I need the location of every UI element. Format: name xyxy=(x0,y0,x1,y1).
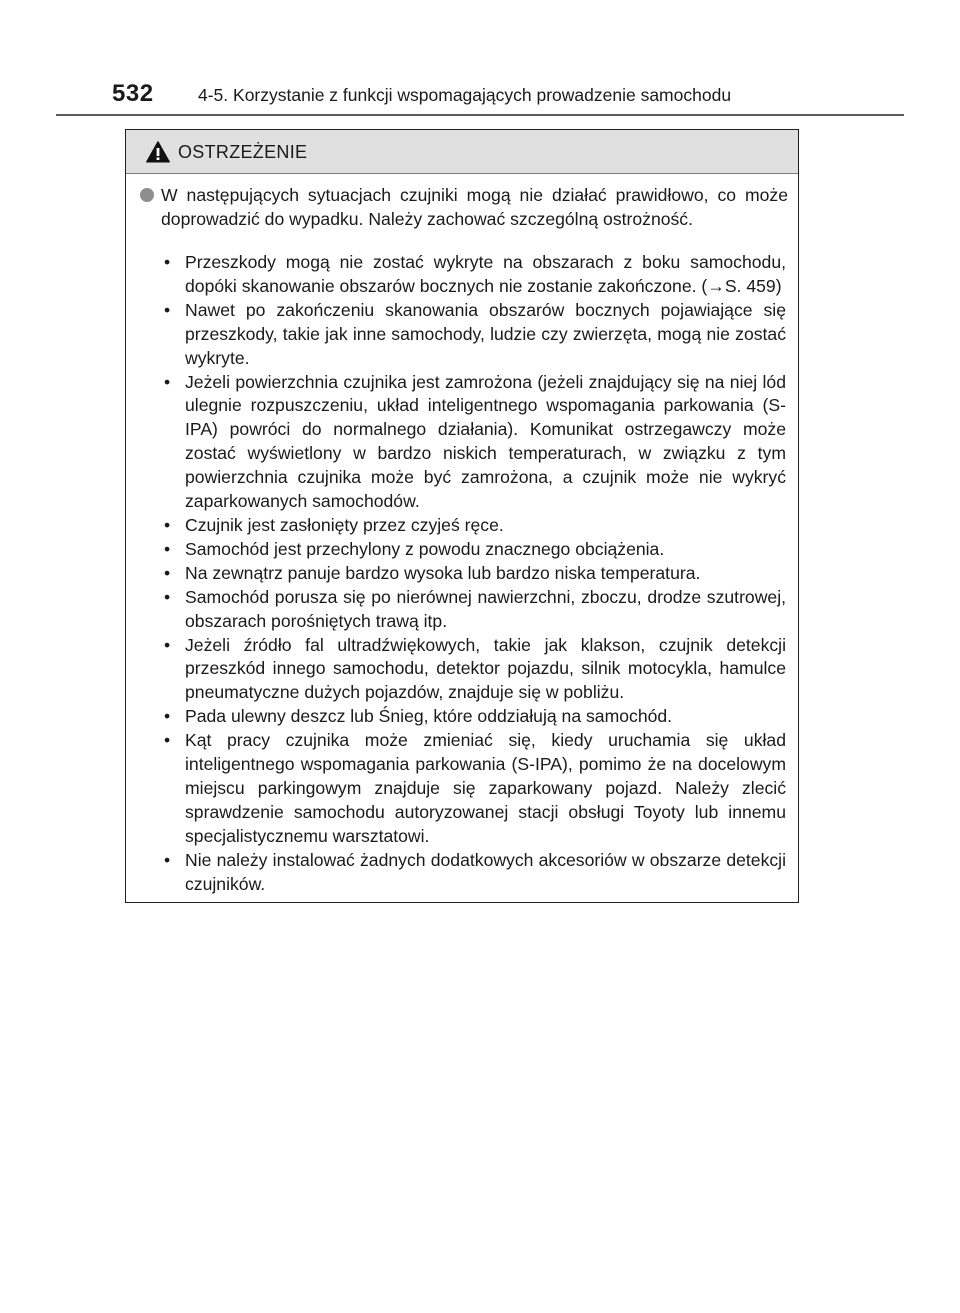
list-item: • Przeszkody mogą nie zostać wykryte na obszarach z boku samochodu, dopóki skanowanie obszarów bocznych nie zostanie zakończone. (→S. 459) xyxy=(160,251,786,299)
circle-bullet-icon xyxy=(140,188,154,202)
list-item: • Czujnik jest zasłonięty przez czyjeś ręce. xyxy=(160,514,786,538)
warning-title: OSTRZEŻENIE xyxy=(178,142,308,162)
warning-header xyxy=(126,130,798,174)
list-item: • Samochód porusza się po nierównej nawierzchni, zboczu, drodze szutrowej, obszarach porośniętych trawą itp. xyxy=(160,586,786,634)
list-item: • Kąt pracy czujnika może zmieniać się, kiedy uruchamia się układ inteligentnego wspomagania parkowania (S-IPA), pomimo że na docelowym miejscu parkingowym znajduje się zaparkowany pojazd. Należy zlecić sprawdzenie samochodu autoryzowanej stacji obsługi Toyoty lub innemu specjalistycznemu warsztatowi. xyxy=(160,729,786,849)
list-item: • Pada ulewny deszcz lub Śnieg, które oddziałują na samochód. xyxy=(160,705,786,729)
warning-box xyxy=(125,129,799,903)
list-item: • Na zewnątrz panuje bardzo wysoka lub bardzo niska temperatura. xyxy=(160,562,786,586)
warning-list xyxy=(160,251,786,896)
list-item: • Jeżeli źródło fal ultradźwiękowych, takie jak klakson, czujnik detekcji przeszkód innego samochodu, detektor pojazdu, silnik motocykla, hamulce pneumatyczne dużych pojazdów, znajduje się w pobliżu. xyxy=(160,634,786,706)
warning-intro xyxy=(140,183,788,231)
warning-intro-text: W następujących sytuacjach czujniki mogą nie działać prawidłowo, co może doprowadzić do wypadku. Należy zachować szczególną ostrożność. xyxy=(161,185,788,229)
header-divider xyxy=(56,114,904,116)
warning-triangle-icon xyxy=(146,141,170,163)
section-title: 4-5. Korzystanie z funkcji wspomagających prowadzenie samochodu xyxy=(198,85,732,105)
page-header xyxy=(110,78,900,114)
list-item: • Nawet po zakończeniu skanowania obszarów bocznych pojawiające się przeszkody, takie jak inne samochody, ludzie czy zwierzęta, mogą nie zostać wykryte. xyxy=(160,299,786,371)
list-item: • Nie należy instalować żadnych dodatkowych akcesoriów w obszarze detekcji czujników. xyxy=(160,849,786,897)
page-number: 532 xyxy=(112,80,154,107)
list-item: • Jeżeli powierzchnia czujnika jest zamrożona (jeżeli znajdujący się na niej lód ulegnie rozpuszczeniu, układ inteligentnego wspomagania parkowania (S-IPA) powróci do normalnego działania). Komunikat ostrzegawczy może zostać wyświetlony w bardzo niskich temperaturach, w związku z tym powierzchnia czujnika może być zamrożona, a czujnik może nie wykryć zaparkowanych samochodów. xyxy=(160,371,786,514)
list-item: • Samochód jest przechylony z powodu znacznego obciążenia. xyxy=(160,538,786,562)
